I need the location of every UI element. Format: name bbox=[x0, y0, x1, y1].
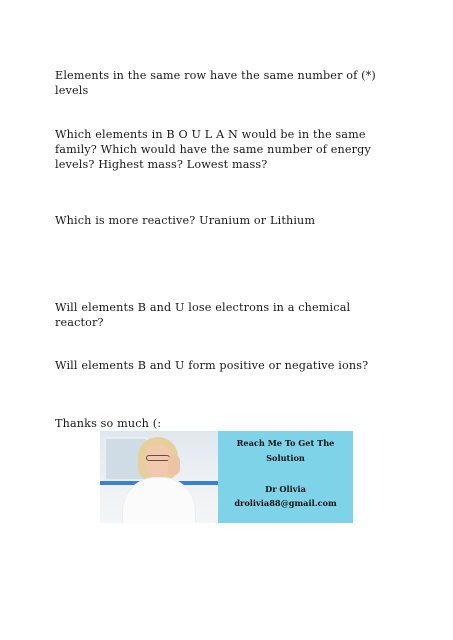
question-text-reactivity: Which is more reactive? Uranium or Lithium bbox=[55, 214, 316, 227]
contact-info-panel bbox=[218, 431, 353, 523]
question-text-lose-electrons: Will elements B and U lose electrons in a chemical reactor? bbox=[55, 301, 351, 329]
question-text-energy-levels: Elements in the same row have the same number of (*) levels bbox=[55, 69, 376, 97]
tutor-name: Dr Olivia bbox=[265, 484, 306, 494]
contact-banner bbox=[100, 431, 353, 523]
closing-text: Thanks so much (: bbox=[55, 417, 162, 430]
tutor-photo bbox=[100, 431, 218, 523]
tutor-email: drolivia88@gmail.com bbox=[234, 498, 337, 508]
question-text-boulan-family: Which elements in B O U L A N would be in the same family? Which would have the same number of energy levels? Highest mass? Lowest mass? bbox=[55, 128, 371, 171]
question-text-ions: Will elements B and U form positive or negative ions? bbox=[55, 359, 369, 372]
banner-headline-solution: Solution bbox=[266, 453, 305, 463]
banner-headline: Reach Me To Get The bbox=[236, 438, 335, 448]
